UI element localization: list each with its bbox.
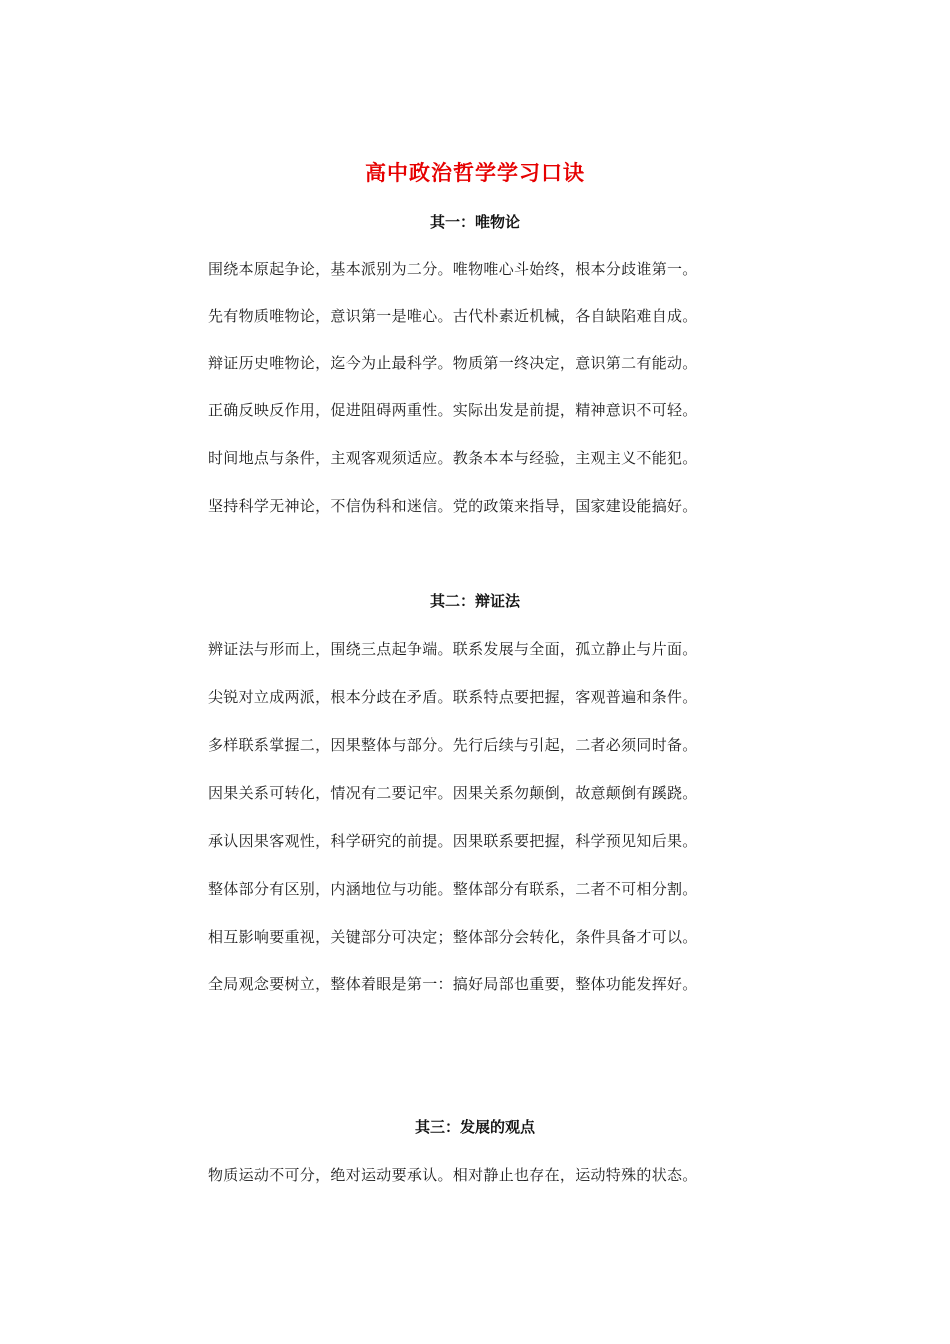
verse-line: 坚持科学无神论，不信伪科和迷信。党的政策来指导，国家建设能搞好。 (208, 497, 698, 515)
verse-line: 围绕本原起争论，基本派别为二分。唯物唯心斗始终，根本分歧谁第一。 (208, 260, 698, 278)
verse-line: 全局观念要树立，整体着眼是第一：搞好局部也重要，整体功能发挥好。 (208, 975, 698, 993)
section-heading-materialism: 其一：唯物论 (429, 213, 520, 231)
verse-line: 相互影响要重视，关键部分可决定；整体部分会转化，条件具备才可以。 (208, 928, 698, 946)
verse-line: 整体部分有区别，内涵地位与功能。整体部分有联系，二者不可相分割。 (208, 880, 698, 898)
verse-line: 因果关系可转化，情况有二要记牢。因果关系勿颠倒，故意颠倒有蹊跷。 (208, 784, 698, 802)
verse-line: 多样联系掌握二，因果整体与部分。先行后续与引起，二者必须同时备。 (208, 736, 698, 754)
verse-line: 承认因果客观性，科学研究的前提。因果联系要把握，科学预见知后果。 (208, 832, 698, 850)
verse-line: 物质运动不可分，绝对运动要承认。相对静止也存在，运动特殊的状态。 (208, 1166, 698, 1184)
verse-line: 辩证历史唯物论，迄今为止最科学。物质第一终决定，意识第二有能动。 (208, 354, 698, 372)
verse-line: 正确反映反作用，促进阻碍两重性。实际出发是前提，精神意识不可轻。 (208, 401, 698, 419)
document-title: 高中政治哲学学习口诀 (365, 160, 585, 185)
section-heading-development: 其三：发展的观点 (414, 1118, 535, 1136)
verse-line: 辨证法与形而上，围绕三点起争端。联系发展与全面，孤立静止与片面。 (208, 640, 698, 658)
verse-line: 先有物质唯物论，意识第一是唯心。古代朴素近机械，各自缺陷难自成。 (208, 307, 698, 325)
verse-line: 时间地点与条件，主观客观须适应。教条本本与经验，主观主义不能犯。 (208, 449, 698, 467)
section-heading-dialectics: 其二：辩证法 (429, 592, 520, 610)
verse-line: 尖锐对立成两派，根本分歧在矛盾。联系特点要把握，客观普遍和条件。 (208, 688, 698, 706)
